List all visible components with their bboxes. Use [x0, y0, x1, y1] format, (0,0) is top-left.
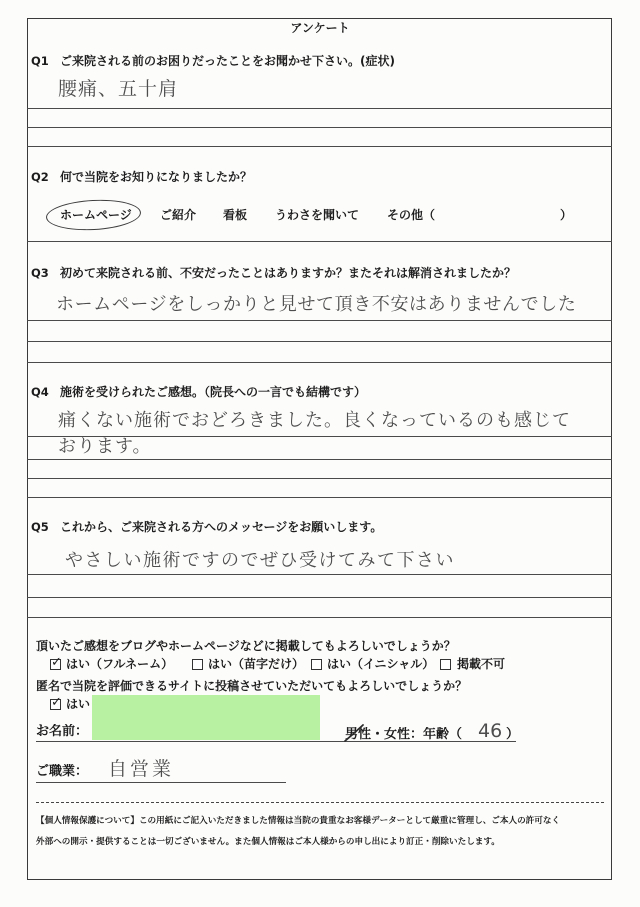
- answer-line: [27, 617, 612, 618]
- gender-mark: [342, 722, 366, 744]
- checkbox-no-publish: [440, 659, 451, 670]
- age-label: ：年齢（: [410, 727, 463, 742]
- q2-question: 何で当院をお知りになりましたか？: [60, 170, 253, 184]
- option-no-publish-label: 掲載不可: [457, 657, 506, 671]
- name-label: お名前：: [36, 724, 89, 739]
- answer-line: [27, 127, 612, 128]
- answer-line: [27, 241, 612, 242]
- answer-line: [27, 146, 612, 147]
- gender-separator: ・: [371, 727, 385, 742]
- dashed-divider: [36, 802, 604, 803]
- q2-option-signboard: 看板: [223, 208, 248, 222]
- q3-answer: ホームページをしっかりと見せて頂き不安はありませんでした: [56, 294, 577, 315]
- checkbox-fullname: [50, 659, 61, 670]
- q3-number: Q3: [31, 266, 49, 280]
- answer-line: [27, 320, 612, 321]
- gender-female: 女性: [384, 727, 411, 742]
- q4-question: 施術を受けられたご感想。（院長への一言でも結構です）: [60, 385, 367, 399]
- q2-number: Q2: [31, 170, 49, 184]
- answer-line: [27, 597, 612, 598]
- option-surname-label: はい（苗字だけ）: [208, 657, 305, 671]
- anonymous-yes-label: はい: [66, 697, 91, 711]
- publish-question: 頂いたご感想をブログやホームページなどに掲載してもよろしいでしょうか？: [36, 639, 456, 653]
- option-initials-label: はい（イニシャル）: [327, 657, 435, 671]
- q4-number: Q4: [31, 385, 49, 399]
- q2-option-word-of-mouth: うわさを聞いて: [275, 208, 360, 222]
- option-fullname-label: はい（フルネーム）: [66, 657, 174, 671]
- q5-answer: やさしい施術ですのでぜひ受けてみて下さい: [65, 550, 455, 571]
- q4-answer-line-1: 痛くない施術でおどろきました。良くなっているのも感じて: [58, 410, 571, 431]
- q3-question: 初めて来院される前、不安だったことはありますか？またそれは解消されましたか？: [60, 266, 517, 280]
- q1-question: ご来院される前のお困りだったことをお聞かせ下さい。(症状): [60, 54, 395, 68]
- answer-line: [27, 362, 612, 363]
- age-close: ）: [506, 727, 520, 742]
- q2-option-referral: ご紹介: [160, 208, 197, 222]
- answer-line: [27, 478, 612, 479]
- q5-number: Q5: [31, 520, 49, 534]
- q4-answer-line-2: おります。: [58, 436, 152, 457]
- q2-other-close: ）: [560, 208, 573, 222]
- q5-question: これから、ご来院される方へのメッセージをお願いします。: [60, 520, 383, 534]
- checkbox-anonymous-yes: [50, 699, 61, 710]
- answer-line: [27, 497, 612, 498]
- form-title: アンケート: [290, 21, 350, 35]
- age-value: 46: [478, 720, 503, 742]
- checkbox-surname: [192, 659, 203, 670]
- answer-line: [27, 108, 612, 109]
- answer-line: [27, 341, 612, 342]
- answer-line: [27, 574, 612, 575]
- q1-answer: 腰痛、五十肩: [58, 78, 179, 100]
- occupation-underline: [36, 782, 286, 783]
- checkbox-initials: [311, 659, 322, 670]
- occupation-label: ご職業：: [36, 764, 89, 779]
- name-redaction: [92, 695, 320, 740]
- anonymous-question: 匿名で当院を評価できるサイトに投稿させていただいてもよろしいでしょうか？: [36, 679, 468, 693]
- gender-male: 男性: [345, 727, 372, 742]
- occupation-value: 自営業: [108, 758, 175, 780]
- q2-option-homepage: ホームページ: [60, 208, 132, 222]
- answer-line: [27, 436, 612, 437]
- answer-line: [27, 459, 612, 460]
- privacy-note-line-2: 外部への開示・提供することは一切ございません。また個人情報はご本人様からの申し出により訂正・削除いたします。: [36, 837, 500, 847]
- q1-number: Q1: [31, 54, 49, 68]
- q2-option-other: その他（: [387, 208, 436, 222]
- privacy-note-line-1: 【個人情報保護について】この用紙にご記入いただきました情報は当院の貴重なお客様データーとして厳重に管理し、ご本人の許可なく: [36, 816, 561, 826]
